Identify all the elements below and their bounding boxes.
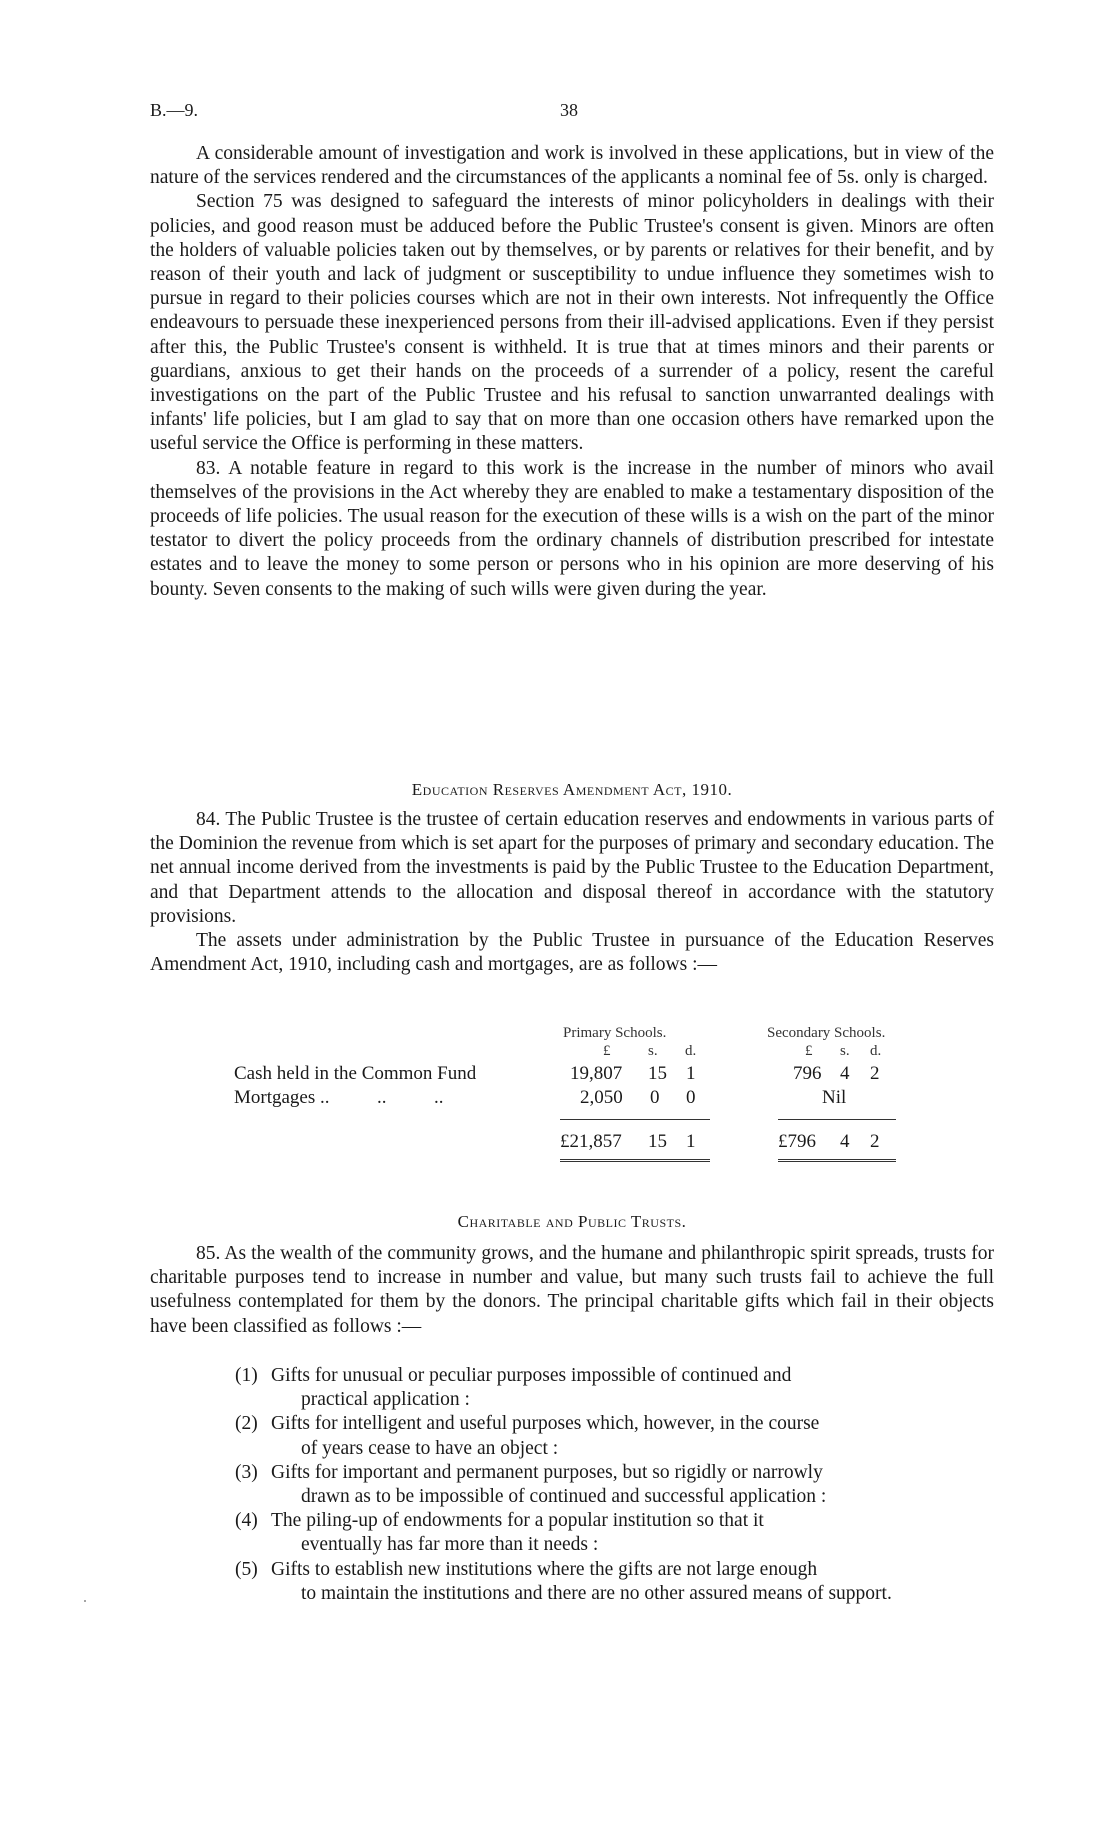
list-item-text: The piling-up of endowments for a popular institution so that it	[271, 1510, 764, 1532]
cash-primary-pence: 1	[686, 1063, 696, 1084]
row-label-cash: Cash held in the Common Fund	[234, 1063, 477, 1084]
list-item-continuation: practical application :	[301, 1389, 470, 1411]
unit-s-primary: s.	[648, 1043, 658, 1059]
unit-d-primary: d.	[685, 1043, 697, 1059]
heading-charitable-trusts: Charitable and Public Trusts.	[457, 1212, 687, 1231]
body-text-top	[150, 142, 994, 602]
cash-primary-shillings: 15	[648, 1063, 667, 1084]
page-header	[150, 100, 970, 124]
total-secondary-pounds: £796	[778, 1131, 816, 1152]
list-item-text: Gifts for important and permanent purposes, but so rigidly or narrowly	[271, 1461, 823, 1483]
paragraph-85: 85. As the wealth of the community grows, and the humane and philanthropic spirit spreads, trusts for charitable purposes tend to increase in number and value, but many such trusts fail to achieve the full usefulness contemplated for them by the donors. The principal charitable gifts which fail in their objects have been classified as follows :—	[150, 1243, 994, 1337]
list-item-number: (5)	[235, 1558, 258, 1580]
paragraph-assets: The assets under administration by the Public Trustee in pursuance of the Education Reserves Amendment Act, 1910, including cash and mortgages, are as follows :—	[150, 930, 994, 976]
subtotal-rule-primary	[560, 1119, 710, 1120]
total-rule-primary	[560, 1159, 710, 1162]
body-text-education	[150, 808, 994, 977]
page-number: 38	[560, 100, 578, 120]
cash-primary-pounds: 19,807	[570, 1063, 623, 1084]
mortgages-primary-pence: 0	[686, 1087, 696, 1108]
cash-secondary-pounds: 796	[793, 1063, 822, 1084]
list-item	[235, 1364, 995, 1412]
col-header-secondary: Secondary Schools.	[767, 1025, 886, 1041]
total-secondary-shillings: 4	[840, 1131, 850, 1152]
list-item	[235, 1558, 995, 1606]
body-text-charitable	[150, 1242, 994, 1339]
paragraph-83: 83. A notable feature in regard to this work is the increase in the number of minors who avail themselves of the provisions in the Act whereby they are enabled to make a testamentary disposition of the proceeds of life policies. The usual reason for the execution of these wills is a wish on the part of the minor testator to divert the policy proceeds from the ordinary channels of distribution prescribed for intestate estates and to leave the money to some person or persons who in his opinion are more deserving of his bounty. Seven consents to the making of such wills were given during the year.	[150, 457, 994, 600]
mortgages-primary-pounds: 2,050	[580, 1087, 623, 1108]
unit-s-secondary: s.	[840, 1043, 850, 1059]
list-item-continuation: to maintain the institutions and there are no other assured means of support.	[301, 1582, 892, 1604]
cash-secondary-shillings: 4	[840, 1063, 850, 1084]
row-label-mortgages: Mortgages .. .. ..	[234, 1087, 444, 1108]
scan-speck	[84, 1600, 86, 1602]
list-item-number: (2)	[235, 1413, 258, 1435]
unit-d-secondary: d.	[870, 1043, 882, 1059]
list-item-text: Gifts for intelligent and useful purposes which, however, in the course	[271, 1413, 820, 1435]
list-item	[235, 1412, 995, 1460]
list-item-text: Gifts for unusual or peculiar purposes impossible of continued and	[271, 1365, 792, 1386]
report-code: B.—9.	[150, 100, 199, 120]
total-primary-shillings: 15	[648, 1131, 667, 1152]
unit-pound-primary: £	[603, 1043, 611, 1059]
subtotal-rule-secondary	[778, 1119, 896, 1120]
list-item-continuation: eventually has far more than it needs :	[301, 1534, 599, 1556]
paragraph-84: 84. The Public Trustee is the trustee of certain education reserves and endowments in various parts of the Dominion the revenue from which is set apart for the purposes of primary and secondary education. The net annual income derived from the investments is paid by the Public Trustee to the Education Department, and that Department attends to the allocation and disposal thereof in accordance with the statutory provisions.	[150, 809, 994, 927]
mortgages-secondary-nil: Nil	[822, 1087, 847, 1108]
list-item-number: (4)	[235, 1510, 258, 1532]
col-header-primary: Primary Schools.	[563, 1025, 667, 1041]
list-item	[235, 1461, 995, 1509]
mortgages-primary-shillings: 0	[650, 1087, 660, 1108]
list-item-number: (1)	[235, 1365, 258, 1386]
total-secondary-pence: 2	[870, 1131, 880, 1152]
unit-pound-secondary: £	[805, 1043, 813, 1059]
cash-secondary-pence: 2	[870, 1063, 880, 1084]
list-item-number: (3)	[235, 1461, 258, 1483]
paragraph-fee: A considerable amount of investigation and work is involved in these applications, but in view of the nature of the services rendered and the circumstances of the applicants a nominal fee of 5s. only is charged.	[150, 143, 994, 189]
assets-table	[150, 1025, 994, 1200]
list-item	[235, 1509, 995, 1557]
list-item-continuation: of years cease to have an object :	[301, 1437, 559, 1459]
total-rule-secondary	[778, 1159, 896, 1162]
list-item-text: Gifts to establish new institutions where the gifts are not large enough	[271, 1558, 818, 1580]
list-item-continuation: drawn as to be impossible of continued and successful application :	[301, 1486, 827, 1508]
total-primary-pounds: £21,857	[560, 1131, 622, 1152]
paragraph-section-75: Section 75 was designed to safeguard the interests of minor policyholders in dealings with their policies, and good reason must be adduced before the Public Trustee's consent is given. Minors are often the holders of valuable policies taken out by themselves, or by parents or relatives for their benefit, and by reason of their youth and lack of judgment or susceptibility to undue influence they sometimes wish to pursue in regard to their policies courses which are not in their own interests. Not infrequently the Office endeavours to persuade these inexperienced persons from their ill-advised applications. Even if they persist after this, the Public Trustee's consent is withheld. It is true that at times minors and their parents or guardians, anxious to get their hands on the proceeds of a surrender of a policy, resent the careful investigations on the part of the Public Trustee and his refusal to sanction unwarranted dealings with infants' life policies, but I am glad to say that on more than one occasion others have remarked upon the useful service the Office is performing in these matters.	[150, 191, 994, 455]
heading-education-reserves: Education Reserves Amendment Act, 1910.	[411, 780, 733, 799]
total-primary-pence: 1	[686, 1131, 696, 1152]
failed-gifts-list	[235, 1364, 995, 1606]
